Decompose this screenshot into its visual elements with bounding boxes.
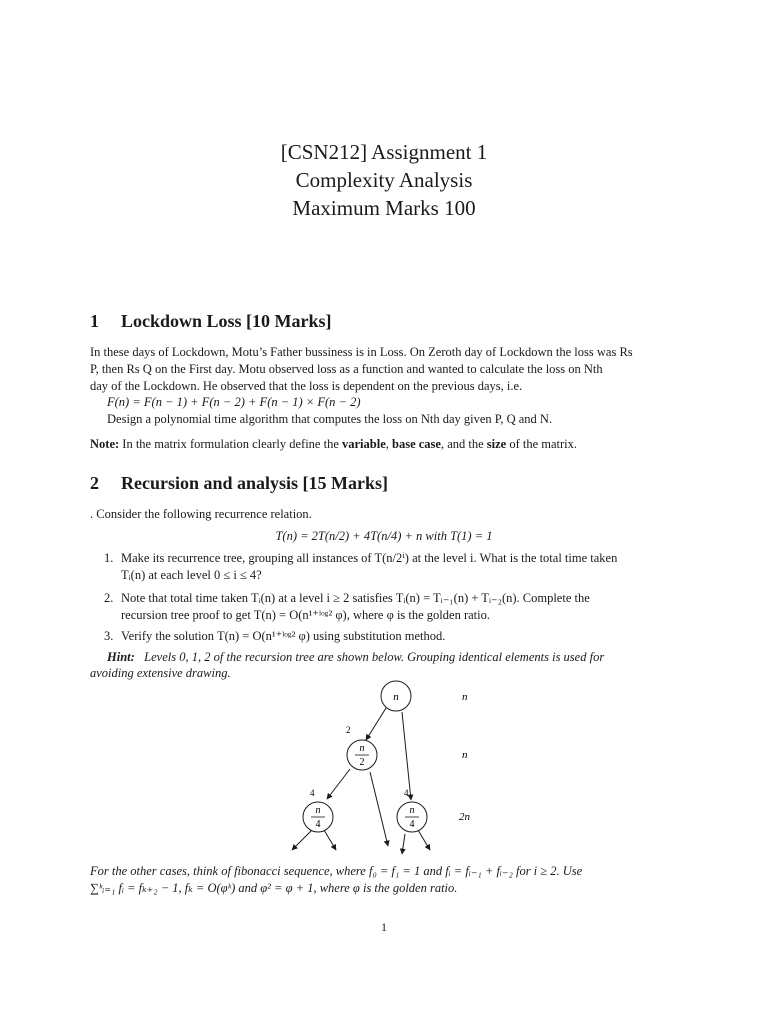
note-size: size bbox=[486, 437, 507, 451]
section-1-note bbox=[90, 436, 577, 453]
title-topic: Complexity Analysis bbox=[295, 168, 473, 192]
level-2-sum: 2n bbox=[459, 811, 470, 823]
footer-line-2: ∑ᵏᵢ₌₁ fᵢ = fₖ₊₂ − 1, fₖ = O(φᵏ) and φ² = φ + 1, where φ is the golden ratio. bbox=[90, 881, 458, 895]
tree-node-root-label: n bbox=[393, 691, 399, 703]
section-1-number: 1 bbox=[90, 311, 99, 331]
section-1-para-line-3: day of the Lockdown. He observed that the loss is dependent on the previous days, i.e. bbox=[90, 379, 523, 393]
note-variable: variable bbox=[342, 437, 386, 451]
item-2-text bbox=[121, 590, 681, 624]
section-2-number: 2 bbox=[90, 473, 99, 493]
edge-label-right: 4 bbox=[404, 788, 409, 798]
hint-line-1 bbox=[107, 649, 604, 666]
item-3-text bbox=[121, 628, 681, 645]
tree-node-right-den: 4 bbox=[409, 819, 415, 830]
edge-right-down-right bbox=[418, 830, 430, 850]
edge-root-to-mid bbox=[366, 708, 386, 740]
section-1-formula: F(n) = F(n − 1) + F(n − 2) + F(n − 1) × F(n − 2) bbox=[107, 395, 361, 409]
title-course: [CSN212] Assignment 1 bbox=[280, 140, 488, 164]
note-text-e: of the matrix. bbox=[506, 437, 578, 451]
item-2-line-1: Note that total time taken Tᵢ(n) at a level i ≥ 2 satisfies Tᵢ(n) = Tᵢ₋₁(n) + Tᵢ₋₂(n). Complete the bbox=[121, 591, 590, 605]
section-2-intro: . Consider the following recurrence relation. bbox=[90, 507, 312, 521]
item-2-line-2: recursion tree proof to get T(n) = O(n¹⁺ˡᵒᵍ² φ), where φ is the golden ratio. bbox=[121, 608, 490, 622]
edge-label-root-mid: 2 bbox=[346, 725, 351, 735]
edge-right-down-left bbox=[402, 834, 405, 854]
level-0-sum: n bbox=[462, 691, 468, 703]
title-marks: Maximum Marks 100 bbox=[292, 196, 476, 220]
section-1-para-line-1: In these days of Lockdown, Motu’s Father bussiness is in Loss. On Zeroth day of Lockdown the loss was Rs bbox=[90, 345, 633, 359]
note-label: Note: bbox=[90, 437, 120, 451]
level-1-sum: n bbox=[462, 749, 468, 761]
edge-label-mid-left: 4 bbox=[310, 788, 315, 798]
section-1-heading bbox=[90, 311, 332, 332]
note-text-c: , bbox=[385, 437, 392, 451]
tree-node-mid-den: 2 bbox=[359, 757, 365, 768]
section-2-heading bbox=[90, 473, 388, 494]
tree-node-right-num: n bbox=[409, 805, 415, 816]
recursion-tree-diagram bbox=[0, 676, 768, 866]
hint-text-1: Levels 0, 1, 2 of the recursion tree are shown below. Grouping identical elements is used for bbox=[144, 650, 605, 664]
edge-left-down-right bbox=[324, 830, 336, 850]
hint-label: Hint: bbox=[107, 650, 135, 664]
edge-mid-to-left bbox=[327, 769, 350, 799]
tree-node-left-den: 4 bbox=[315, 819, 321, 830]
document-title bbox=[0, 138, 768, 222]
tree-node-mid-num: n bbox=[359, 743, 365, 754]
item-3-number: 3. bbox=[104, 629, 114, 643]
footer-line-1: For the other cases, think of fibonacci sequence, where f₀ = f₁ = 1 and fᵢ = fᵢ₋₁ + fᵢ₋₂ for i ≥ 2. Use bbox=[90, 864, 583, 878]
page-number: 1 bbox=[381, 920, 387, 934]
edge-root-to-right bbox=[402, 712, 411, 800]
item-1-number: 1. bbox=[104, 551, 114, 565]
tree-node-left-num: n bbox=[315, 805, 321, 816]
section-2-recurrence: T(n) = 2T(n/2) + 4T(n/4) + n with T(1) = 1 bbox=[275, 529, 493, 543]
item-2-number: 2. bbox=[104, 591, 114, 605]
hint-line-2: avoiding extensive drawing. bbox=[90, 666, 231, 680]
item-1-text bbox=[121, 550, 681, 584]
edge-mid-down bbox=[370, 772, 388, 846]
section-1-design: Design a polynomial time algorithm that computes the loss on Nth day given P, Q and N. bbox=[107, 412, 553, 426]
note-text-a: In the matrix formulation clearly define the bbox=[119, 437, 342, 451]
section-2-title: Recursion and analysis [15 Marks] bbox=[121, 473, 389, 493]
note-base-case: base case bbox=[392, 437, 441, 451]
item-1-line-1: Make its recurrence tree, grouping all instances of T(n/2ⁱ) at the level i. What is the total time taken bbox=[121, 551, 618, 565]
section-1-para-line-2: P, then Rs Q on the First day. Motu observed loss as a function and wanted to calculate the loss on Nth bbox=[90, 362, 603, 376]
note-text-d: , and the bbox=[440, 437, 487, 451]
item-3-line-1: Verify the solution T(n) = O(n¹⁺ˡᵒᵍ² φ) using substitution method. bbox=[121, 629, 446, 643]
section-1-title: Lockdown Loss [10 Marks] bbox=[121, 311, 332, 331]
edge-left-down-left bbox=[292, 830, 312, 850]
item-1-line-2: Tᵢ(n) at each level 0 ≤ i ≤ 4? bbox=[121, 568, 262, 582]
